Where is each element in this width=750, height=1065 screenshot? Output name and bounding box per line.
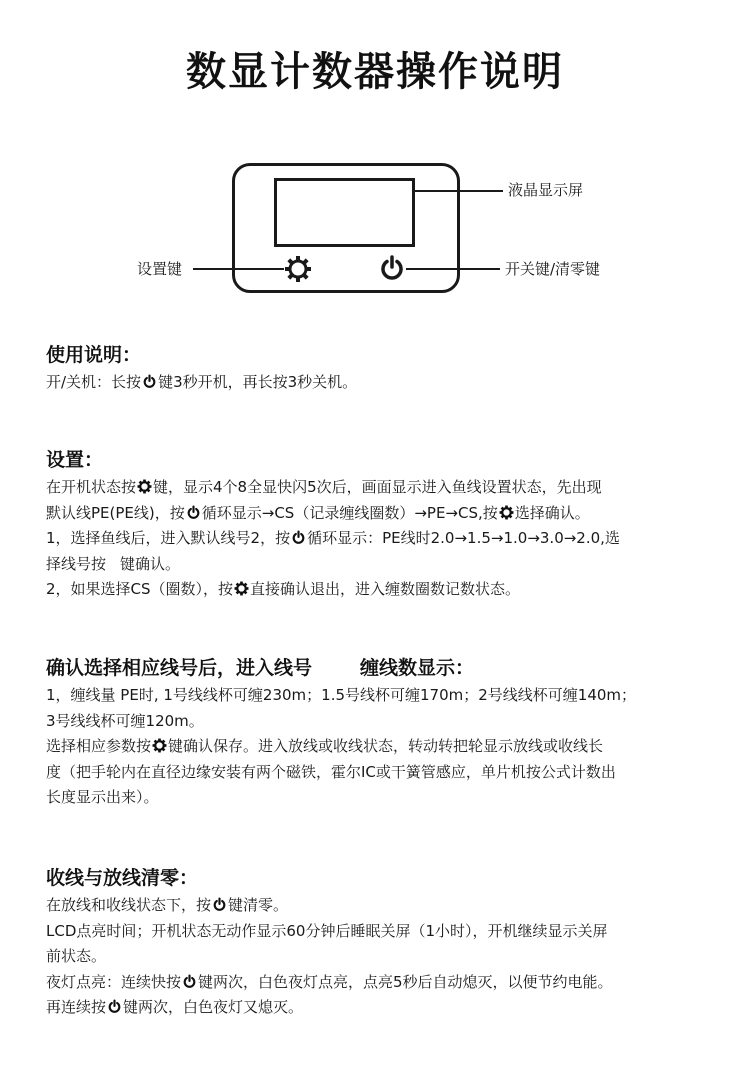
confirm-heading: 确认选择相应线号后，进入线号 缠线数显示： [46, 657, 475, 679]
power-icon [291, 530, 306, 545]
settings-line-2: 默认线PE(PE线)，按 循环显示→CS（记录缠线圈数）→PE→CS,按 选择确认。 [46, 503, 590, 522]
settings-heading: 设置： [46, 449, 104, 471]
settings-line-1: 在开机状态按 键，显示4个8全显快闪5次后，画面显示进入鱼线设置状态，先出现 [46, 478, 602, 496]
confirm-section [46, 655, 716, 811]
settings-line-5: 2，如果选择CS（圈数），按 直接确认退出，进入缠数圈数记数状态。 [46, 580, 521, 598]
confirm-line-1: 1，缠线量 PE时, 1号线线杯可缠230m；1.5号线杯可缠170m；2号线线杯可缠140m； [46, 686, 637, 704]
set-key-label: 设置键 [137, 260, 183, 278]
gear-icon [284, 255, 312, 283]
power-icon [107, 999, 122, 1014]
settings-section [46, 447, 716, 603]
power-icon [182, 974, 197, 989]
reset-line-3: 前状态。 [46, 947, 107, 965]
page-title: 数显计数器操作说明 [186, 49, 564, 95]
power-icon [212, 897, 227, 912]
reset-line-5: 再连续按 键两次，白色夜灯又熄灭。 [46, 998, 304, 1016]
gear-icon [499, 505, 514, 520]
usage-heading: 使用说明： [46, 344, 142, 366]
power-icon [378, 254, 406, 282]
usage-section [46, 342, 716, 396]
power-callout-line [406, 268, 500, 270]
gear-icon [137, 479, 152, 494]
reset-line-2: LCD点亮时间；开机状态无动作显示60分钟后睡眠关屏（1小时），开机继续显示关屏 [46, 921, 608, 940]
lcd-label: 液晶显示屏 [508, 181, 584, 199]
confirm-line-4: 度（把手轮内在直径边缘安装有两个磁铁，霍尔IC或干簧管感应，单片机按公式计数出 [46, 762, 616, 781]
reset-line-1: 在放线和收线状态下，按 键清零。 [46, 896, 289, 914]
power-icon [186, 505, 201, 520]
reset-section [46, 865, 716, 1021]
set-callout-line [193, 268, 284, 270]
power-icon [142, 374, 157, 389]
settings-line-3: 1，选择鱼线后，进入默认线号2，按 循环显示：PE线时2.0→1.5→1.0→3.0→2.0,选 [46, 529, 620, 547]
lcd-screen [274, 178, 415, 247]
lcd-callout-line [415, 190, 503, 192]
confirm-line-2: 3号线线杯可缠120m。 [46, 711, 204, 730]
settings-line-4: 择线号按 键确认。 [46, 554, 181, 573]
usage-line: 开/关机：长按 键3秒开机，再长按3秒关机。 [46, 373, 358, 391]
reset-line-4: 夜灯点亮：连续快按 键两次，白色夜灯点亮，点亮5秒后自动熄灭，以便节约电能。 [46, 972, 613, 991]
gear-icon [234, 581, 249, 596]
power-key-label: 开关键/清零键 [505, 260, 601, 278]
confirm-line-3: 选择相应参数按 键确认保存。进入放线或收线状态，转动转把轮显示放线或收线长 [46, 737, 604, 755]
confirm-line-5: 长度显示出来）。 [46, 788, 159, 806]
gear-icon [152, 738, 167, 753]
reset-heading: 收线与放线清零： [46, 867, 199, 889]
